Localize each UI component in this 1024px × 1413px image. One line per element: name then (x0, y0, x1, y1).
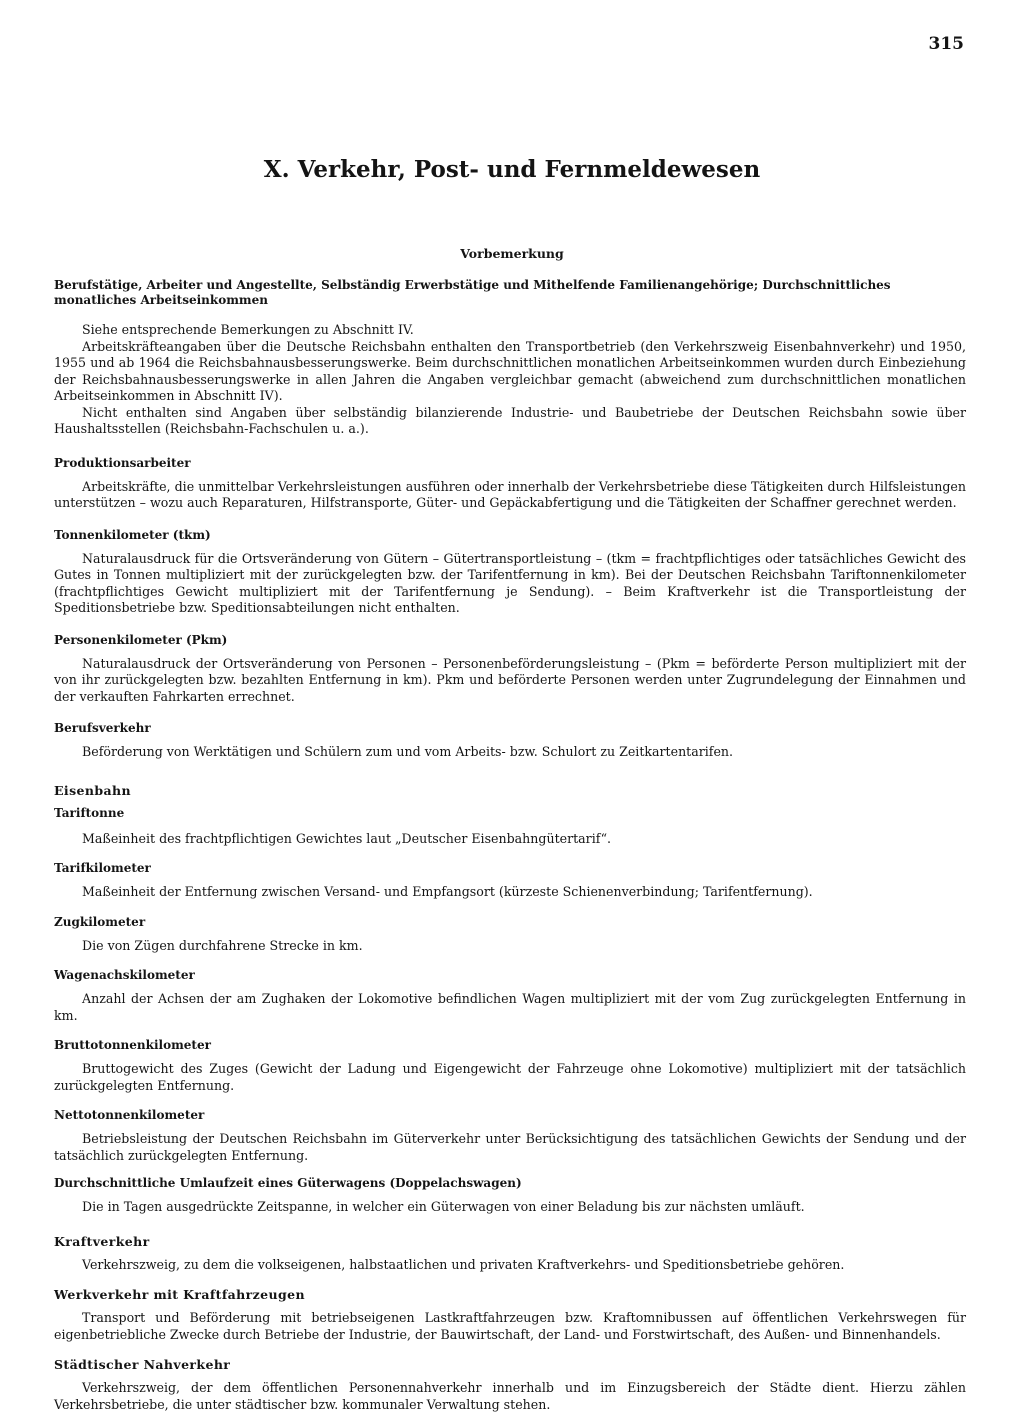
section-heading: Berufstätige, Arbeiter und Angestellte, Selbständig Erwerbstätige und Mithelfende Familienangehörige; Durchschnittliches monatliches Arbeitseinkommen (54, 278, 891, 307)
subsection-heading: Bruttotonnenkilometer (54, 1038, 211, 1052)
section-commuter (54, 721, 966, 761)
section-heading: Personenkilometer (Pkm) (54, 632, 228, 647)
paragraph: Nicht enthalten sind Angaben über selbständig bilanzierende Industrie- und Baubetriebe der Deutschen Reichsbahn sowie über Haushaltsstellen (Reichsbahn-Fachschulen u. a.). (54, 404, 966, 436)
major-heading: Städtischer Nahverkehr (54, 1357, 231, 1372)
paragraph: Die in Tagen ausgedrückte Zeitspanne, in welcher ein Güterwagen von einer Beladung bis zur nächsten umläuft. (82, 1199, 805, 1214)
section-heading: Produktionsarbeiter (54, 455, 191, 470)
paragraph: Maßeinheit der Entfernung zwischen Versand- und Empfangsort (kürzeste Schienenverbindung; Tarifentfernung). (82, 884, 813, 899)
section-employment (54, 278, 966, 438)
subsection-heading: Tarifkilometer (54, 861, 151, 875)
subsection-heading: Wagenachskilometer (54, 968, 195, 982)
section-nahverkehr (54, 1357, 966, 1413)
chapter-title: X. Verkehr, Post- und Fernmeldewesen (263, 156, 761, 183)
section-kraftverkehr (54, 1234, 966, 1274)
section-railway (54, 783, 966, 1216)
section-werkverkehr (54, 1287, 966, 1343)
major-heading: Werkverkehr mit Kraftfahrzeugen (54, 1287, 305, 1302)
section-pkm (54, 633, 966, 706)
subsection-heading: Nettotonnenkilometer (54, 1108, 205, 1122)
paragraph: Arbeitskräfteangaben über die Deutsche Reichsbahn enthalten den Transportbetrieb (den Verkehrszweig Eisenbahnverkehr) und 1950, 1955 und ab 1964 die Reichsbahnausbesserungswerke. Beim durchschnittlichen monatlichen Arbeitseinkommen wurden durch Einbeziehung der Reichsbahnausbesserungswerke in allen Jahren die Angaben vergleichbar gemacht (abweichend zum durchschnittlichen monatlichen Arbeitseinkommen in Abschnitt IV). (54, 338, 966, 403)
subsection-heading: Durchschnittliche Umlaufzeit eines Güterwagens (Doppelachswagen) (54, 1176, 522, 1190)
paragraph: Verkehrszweig, der dem öffentlichen Personennahverkehr innerhalb und im Einzugsbereich der Städte dient. Hierzu zählen Verkehrsbetriebe, die unter städtischer bzw. kommunaler Verwaltung stehen. (54, 1380, 966, 1412)
paragraph: Anzahl der Achsen der am Zughaken der Lokomotive befindlichen Wagen multipliziert mit der vom Zug zurückgelegten Entfernung in km. (54, 991, 966, 1023)
major-heading: Kraftverkehr (54, 1233, 150, 1249)
paragraph: Naturalausdruck der Ortsveränderung von Personen – Personenbeförderungsleistung – (Pkm = beförderte Person multipliziert mit der von ihr zurückgelegten bzw. bezahlten Entfernung in km). Pkm und beförderte Personen werden unter Zugrundelegung der Einnahmen und der verkauften Fahrkarten errechnet. (54, 655, 966, 704)
section-heading: Berufsverkehr (54, 721, 151, 735)
section-tkm (54, 528, 966, 617)
document-body (54, 278, 966, 1413)
subsection-heading: Zugkilometer (54, 914, 146, 929)
section-production-workers (54, 456, 966, 512)
paragraph: Verkehrszweig, zu dem die volkseigenen, halbstaatlichen und privaten Kraftverkehrs- und Speditionsbetriebe gehören. (82, 1256, 845, 1272)
paragraph: Die von Zügen durchfahrene Strecke in km. (82, 937, 363, 953)
section-heading: Tonnenkilometer (tkm) (54, 527, 211, 542)
preliminary-heading: Vorbemerkung (460, 246, 564, 261)
paragraph: Naturalausdruck für die Ortsveränderung von Gütern – Gütertransportleistung – (tkm = frachtpflichtiges oder tatsächliches Gewicht des Gutes in Tonnen multipliziert mit der zurückgelegten bzw. der Tarifentfernung in km). Bei der Deutschen Reichsbahn Tariftonnenkilometer (frachtpflichtiges Gewicht multipliziert mit der Tarifentfernung je Sendung). – Beim Kraftverkehr ist die Transportleistung der Speditionsbetriebe bzw. Speditionsabteilungen nicht enthalten. (54, 550, 966, 615)
paragraph: Betriebsleistung der Deutschen Reichsbahn im Güterverkehr unter Berücksichtigung des tatsächlichen Gewichts der Sendung und der tatsächlich zurückgelegten Entfernung. (54, 1131, 966, 1163)
paragraph: Arbeitskräfte, die unmittelbar Verkehrsleistungen ausführen oder innerhalb der Verkehrsbetriebe diese Tätigkeiten durch Hilfsleistungen unterstützen – wozu auch Reparaturen, Hilfstransporte, Güter- und Gepäckabfertigung und die Tätigkeiten der Schaffner gerechnet werden. (54, 478, 966, 510)
paragraph: Beförderung von Werktätigen und Schülern zum und vom Arbeits- bzw. Schulort zu Zeitkartentarifen. (82, 744, 734, 759)
paragraph: Maßeinheit des frachtpflichtigen Gewichtes laut „Deutscher Eisenbahngütertarif“. (82, 830, 612, 846)
page-number: 315 (928, 34, 964, 54)
paragraph: Siehe entsprechende Bemerkungen zu Abschnitt IV. (82, 322, 414, 337)
paragraph: Transport und Beförderung mit betriebseigenen Lastkraftfahrzeugen bzw. Kraftomnibussen auf öffentlichen Verkehrswegen für eigenbetriebliche Zwecke durch Betriebe der Industrie, der Bauwirtschaft, der Land- und Forstwirtschaft, des Außen- und Binnenhandels. (54, 1310, 966, 1342)
paragraph: Bruttogewicht des Zuges (Gewicht der Ladung und Eigengewicht der Fahrzeuge ohne Lokomotive) multipliziert mit der tatsächlich zurückgelegten Entfernung. (54, 1061, 966, 1093)
subsection-heading: Tariftonne (54, 805, 125, 820)
major-heading: Eisenbahn (54, 782, 131, 798)
